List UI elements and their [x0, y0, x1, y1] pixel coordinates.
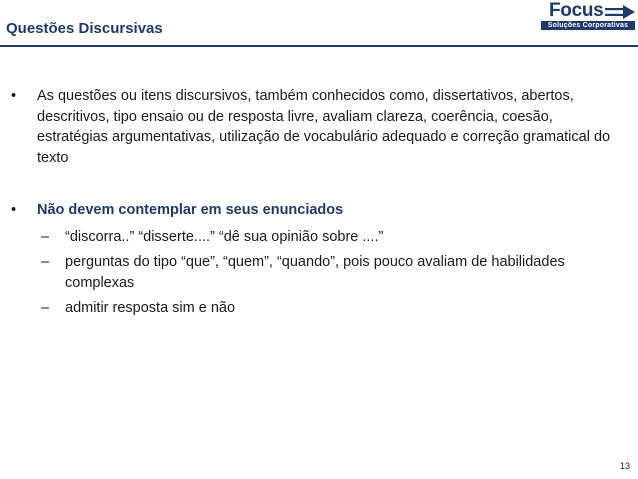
bullet-marker: • — [11, 202, 17, 218]
bullet-text: As questões ou itens discursivos, também conhecidos como, dissertativos, abertos, descritivos, tipo ensaio ou de resposta livre, avaliam clareza, coerência, coesão, estratégias argumentativas, utilização de vocabulário adequado e correção gramatical do texto — [37, 88, 611, 166]
bullet-marker: • — [11, 88, 17, 104]
sub-bullet-text: “discorra..” “disserte....” “dê sua opinião sobre ....” — [65, 229, 384, 245]
page-number: 13 — [619, 461, 630, 471]
sub-bullet-marker: – — [41, 300, 50, 316]
arrow-icon — [605, 5, 635, 19]
bullet-text: Não devem contemplar em seus enunciados — [37, 202, 344, 218]
sub-bullet-text: perguntas do tipo “que”, “quem”, “quando”, pois pouco avaliam de habilidades complexas — [65, 254, 565, 291]
sub-bullet-marker: – — [41, 229, 50, 245]
logo-tagline: Soluções Corporativas — [541, 21, 635, 30]
logo-word: Focus — [549, 0, 604, 21]
sub-bullet-marker: – — [41, 254, 50, 270]
title-divider — [0, 45, 638, 47]
sub-bullet-text: admitir resposta sim e não — [65, 300, 236, 316]
focus-logo — [537, 2, 634, 30]
slide-title: Questões Discursivas — [6, 20, 163, 37]
